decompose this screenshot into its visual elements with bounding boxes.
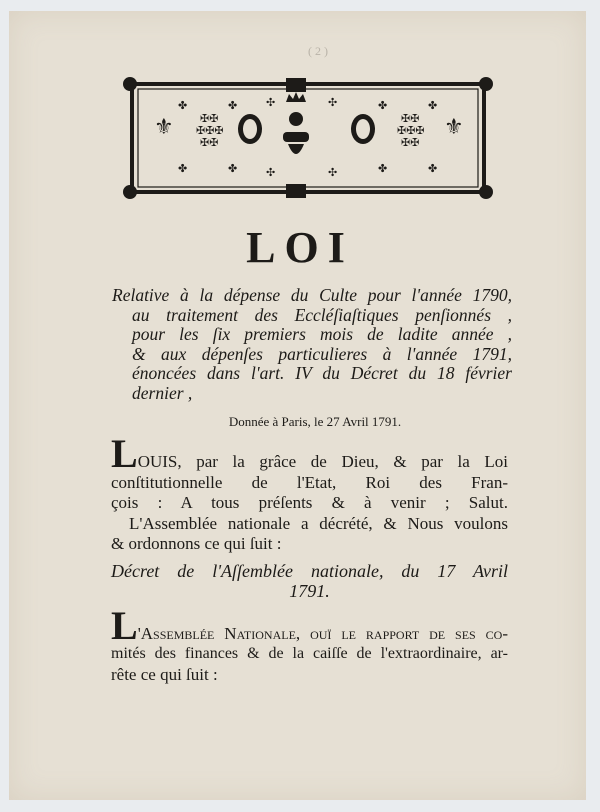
svg-text:✠✠: ✠✠ <box>401 112 420 125</box>
decree-line: rête ce qui ſuit : <box>111 664 218 684</box>
subtitle-line: au traitement des Eccléſiaſtiques penſionnés , <box>132 304 512 325</box>
decree-text: 'Assemblée Nationale, ouï le rapport de ſes co- <box>137 623 508 643</box>
decorative-headpiece-ornament <box>118 74 498 202</box>
subtitle-line: & aux dépenſes particulieres à l'année 1791, <box>132 343 512 364</box>
svg-text:✠✠: ✠✠ <box>401 136 420 149</box>
preamble-line: & ordonnons ce qui ſuit : <box>111 534 282 553</box>
svg-text:✤: ✤ <box>378 99 388 112</box>
svg-text:✤: ✤ <box>228 162 238 175</box>
date-line: Donnée à Paris, le 27 Avril 1791. <box>228 414 402 429</box>
preamble-text: L'Assemblée nationale a décrété, & Nous voulons <box>129 513 508 533</box>
svg-text:✤: ✤ <box>428 99 438 112</box>
svg-text:✠✠✠: ✠✠✠ <box>397 124 425 137</box>
decree-line: mités des finances & de la caiſſe de l'extraordinaire, ar- <box>111 645 508 662</box>
decree-heading-year: 1791. <box>289 581 330 601</box>
svg-text:✣: ✣ <box>266 96 276 109</box>
subtitle <box>112 286 512 404</box>
svg-text:⚜: ⚜ <box>154 115 174 140</box>
svg-text:✣: ✣ <box>328 96 338 109</box>
document-body <box>111 431 508 685</box>
page-number: ( 2 ) <box>308 44 328 58</box>
drop-cap: L <box>111 431 138 476</box>
preamble-line <box>111 431 508 476</box>
subtitle-line: dernier , <box>132 382 193 403</box>
decree-line <box>111 602 508 648</box>
svg-text:✠✠: ✠✠ <box>200 112 219 125</box>
subtitle-line: pour les ſix premiers mois de ladite année , <box>132 324 512 345</box>
preamble-text: OUIS, par la grâce de Dieu, & par la Loi <box>137 452 508 471</box>
svg-text:✤: ✤ <box>228 99 238 112</box>
svg-text:✣: ✣ <box>328 166 338 179</box>
preamble-line: conſtitutionnelle de l'Etat, Roi des Fran- <box>111 472 508 492</box>
decree-heading: Décret de l'Aſſemblée nationale, du 17 Avril <box>111 560 508 581</box>
subtitle-line: Relative à la dépense du Culte pour l'année 1790, <box>112 285 512 305</box>
svg-text:✤: ✤ <box>378 162 388 175</box>
preamble-line <box>111 514 508 535</box>
drop-cap: L <box>111 602 138 648</box>
svg-text:✠✠: ✠✠ <box>200 136 219 149</box>
svg-text:✤: ✤ <box>178 99 188 112</box>
subtitle-line: énoncées dans l'art. IV du Décret du 18 février <box>132 363 512 384</box>
svg-text:✠✠✠: ✠✠✠ <box>196 124 224 137</box>
svg-text:⚜: ⚜ <box>444 115 464 140</box>
document-title: LOI <box>246 223 354 272</box>
preamble-line: çois : A tous préſents & à venir ; Salut. <box>111 493 508 512</box>
svg-text:✤: ✤ <box>428 162 438 175</box>
svg-text:✤: ✤ <box>178 162 188 175</box>
svg-text:✣: ✣ <box>266 166 276 179</box>
